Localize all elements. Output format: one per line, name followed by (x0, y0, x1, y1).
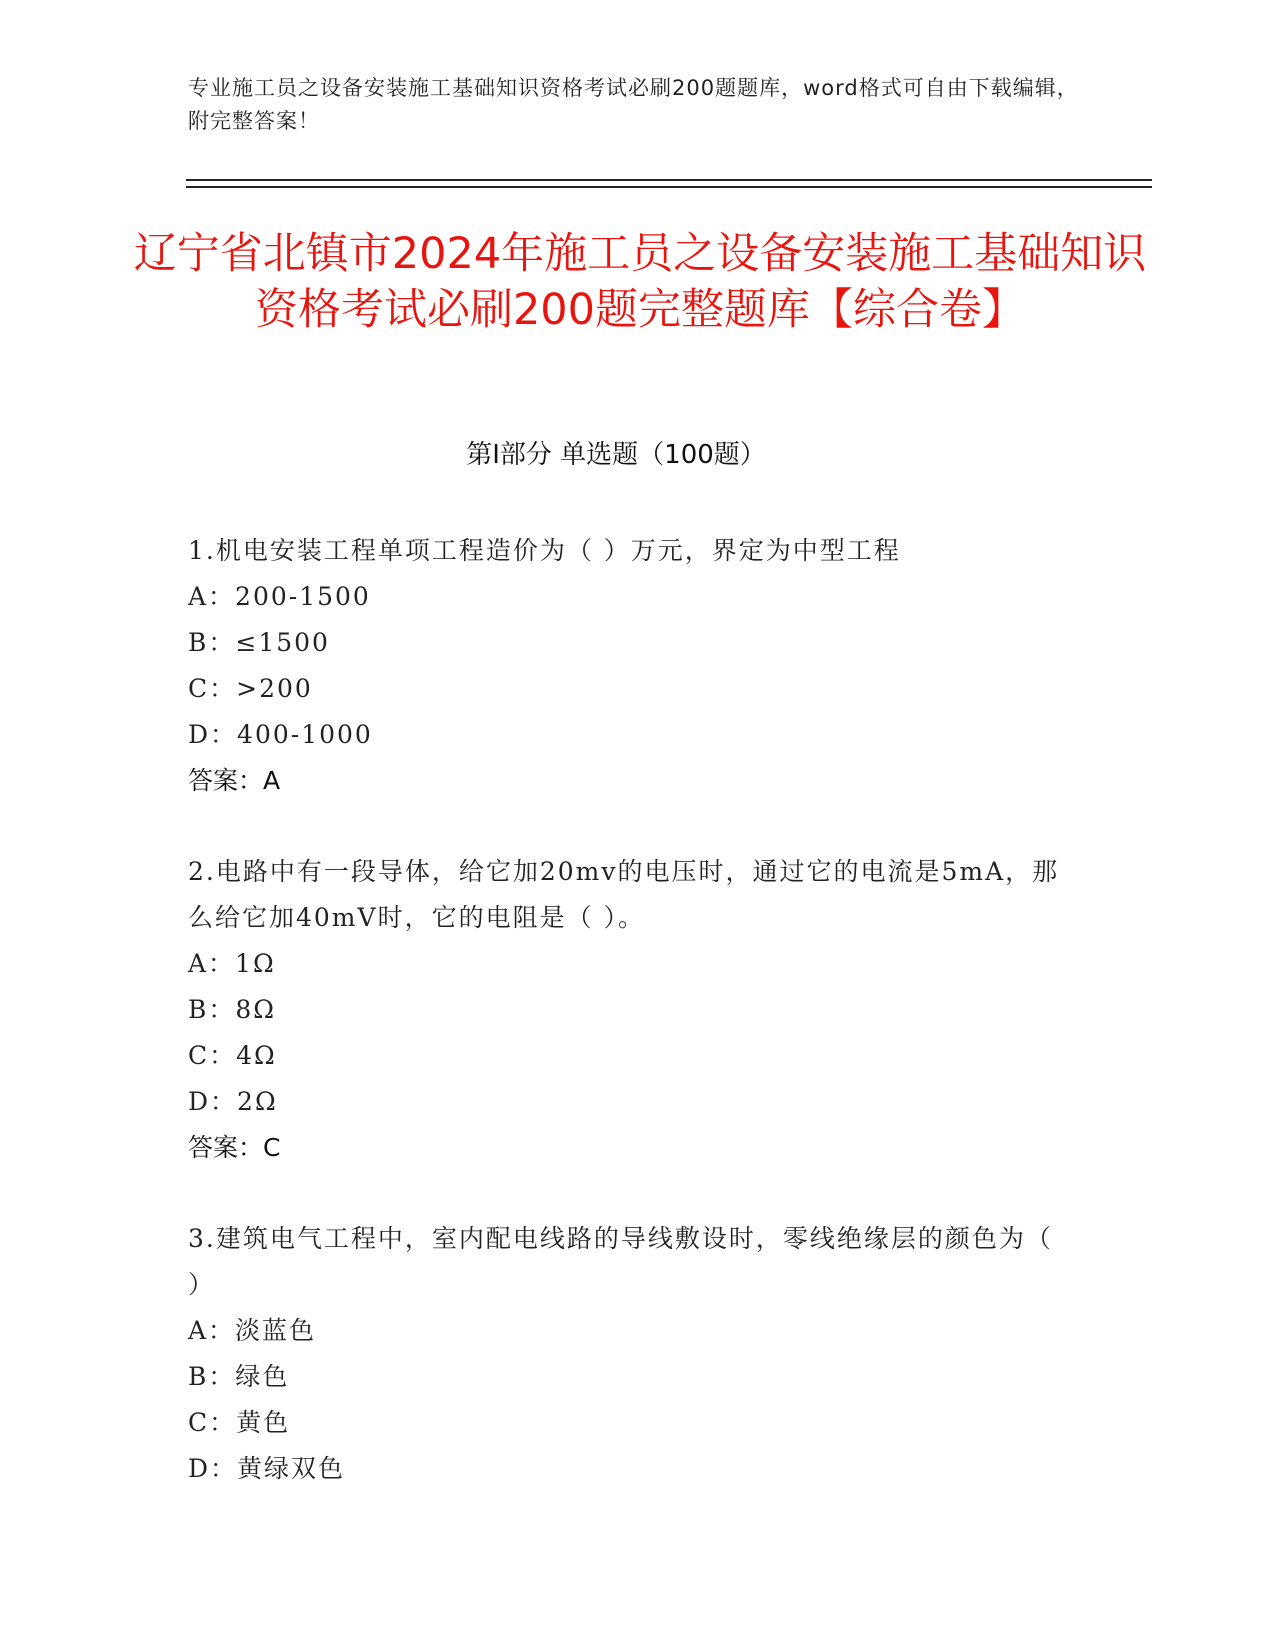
document-title: 辽宁省北镇市2024年施工员之设备安装施工基础知识资格考试必刷200题完整题库【综合卷】 (133, 229, 1147, 335)
option-b: B：≤1500 (188, 628, 330, 657)
header-note: 专业施工员之设备安装施工基础知识资格考试必刷200题题库，word格式可自由下载编辑，附完整答案！ (188, 76, 1079, 133)
option-d: D：2Ω (188, 1087, 278, 1116)
section-title: 第I部分 单选题（100题） (466, 440, 766, 470)
question-stem: 1.机电安装工程单项工程造价为（ ）万元，界定为中型工程 (188, 536, 901, 565)
option-c: C：>200 (188, 674, 313, 703)
question-stem: 3.建筑电气工程中，室内配电线路的导线敷设时，零线绝缘层的颜色为（ ） (188, 1224, 1053, 1299)
option-c: C：4Ω (188, 1041, 277, 1070)
option-c: C：黄色 (188, 1408, 291, 1437)
option-a: A：淡蓝色 (188, 1316, 317, 1345)
question-1 (188, 528, 1068, 804)
question-2 (188, 849, 1068, 1171)
option-a: A：200-1500 (188, 582, 371, 611)
option-d: D：黄绿双色 (188, 1454, 346, 1483)
answer: 答案：A (188, 766, 281, 795)
option-b: B：绿色 (188, 1362, 290, 1391)
option-d: D：400-1000 (188, 720, 373, 749)
option-a: A：1Ω (188, 949, 276, 978)
question-stem: 2.电路中有一段导体，给它加20mv的电压时，通过它的电流是5mA，那么给它加40mV时，它的电阻是（ ）。 (188, 857, 1060, 932)
option-b: B：8Ω (188, 995, 277, 1024)
answer: 答案：C (188, 1133, 281, 1162)
question-list (188, 528, 1068, 1537)
header-divider-bottom (186, 186, 1152, 188)
question-3 (188, 1216, 1068, 1492)
header-divider-top (186, 179, 1152, 181)
